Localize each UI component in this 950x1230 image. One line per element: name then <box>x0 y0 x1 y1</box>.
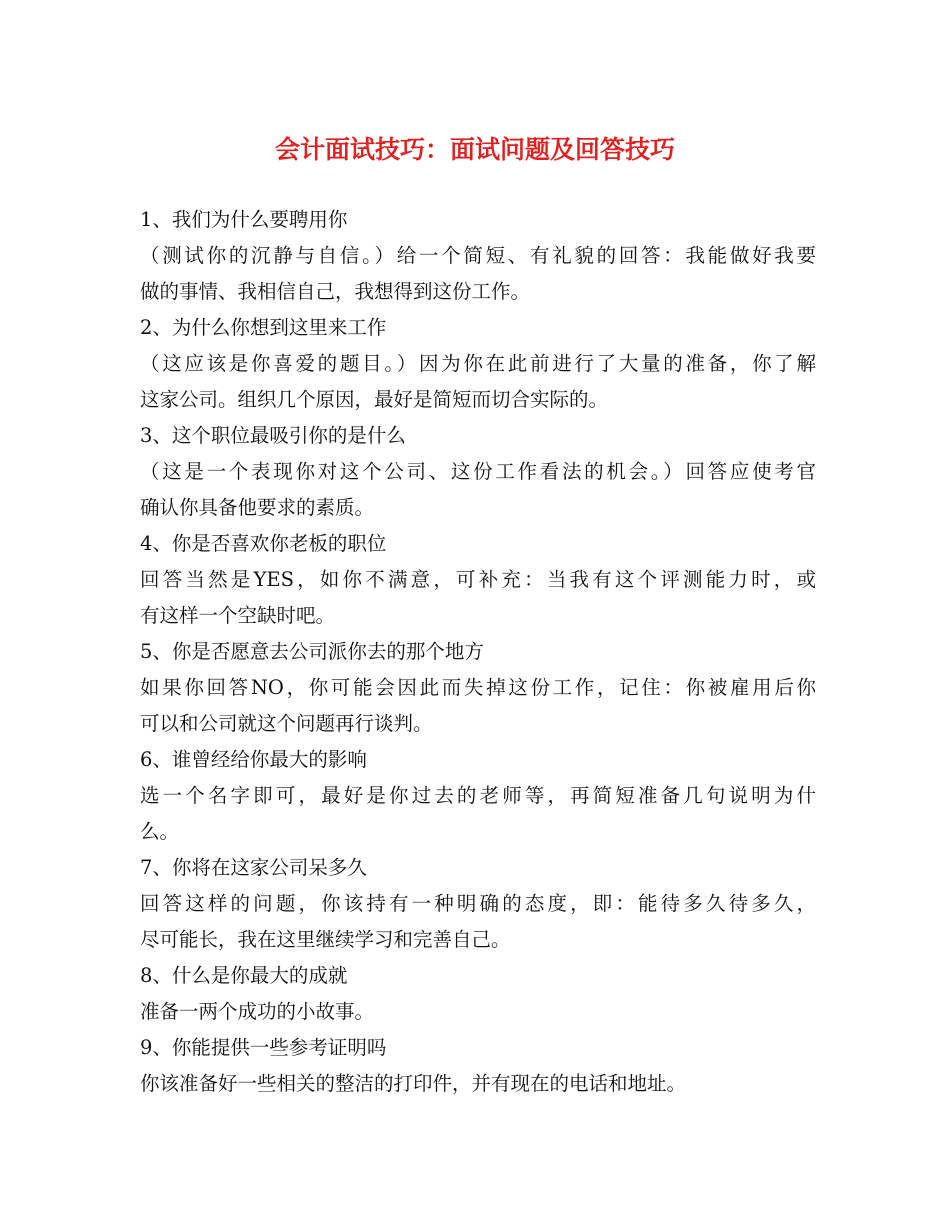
document-title: 会计面试技巧：面试问题及回答技巧 <box>274 135 675 164</box>
answer-line: 可以和公司就这个问题再行谈判。 <box>140 712 433 735</box>
answer-line: 选一个名字即可，最好是你过去的老师等，再简短准备几句说明为什 <box>140 784 816 807</box>
answer-line: 么。 <box>140 820 180 843</box>
question-line: 6、谁曾经给你最大的影响 <box>140 748 367 771</box>
answer-line: 确认你具备他要求的素质。 <box>140 496 375 519</box>
answer-line: 有这样一个空缺时吧。 <box>140 604 336 627</box>
answer-line: 如果你回答NO，你可能会因此而失掉这份工作，记住：你被雇用后你 <box>140 676 816 699</box>
answer-line: 这家公司。组织几个原因，最好是简短而切合实际的。 <box>140 388 609 411</box>
answer-line: 回答这样的问题，你该持有一种明确的态度，即：能待多久待多久， <box>140 892 816 915</box>
answer-line: 做的事情、我相信自己，我想得到这份工作。 <box>140 280 531 303</box>
answer-line: 准备一两个成功的小故事。 <box>140 1000 375 1023</box>
question-line: 4、你是否喜欢你老板的职位 <box>140 532 387 555</box>
answer-line: （这应该是你喜爱的题目。）因为你在此前进行了大量的准备，你了解 <box>140 352 816 375</box>
document-body <box>140 202 816 1102</box>
answer-line: （这是一个表现你对这个公司、这份工作看法的机会。）回答应使考官 <box>140 460 816 483</box>
question-line: 3、这个职位最吸引你的是什么 <box>140 424 406 447</box>
answer-line: （测试你的沉静与自信。）给一个简短、有礼貌的回答：我能做好我要 <box>140 244 816 267</box>
question-line: 1、我们为什么要聘用你 <box>140 208 348 231</box>
answer-line: 你该准备好一些相关的整洁的打印件，并有现在的电话和地址。 <box>140 1072 687 1095</box>
answer-line: 尽可能长，我在这里继续学习和完善自己。 <box>140 928 511 951</box>
answer-line: 回答当然是YES，如你不满意，可补充：当我有这个评测能力时，或 <box>140 568 816 591</box>
question-line: 5、你是否愿意去公司派你去的那个地方 <box>140 640 484 663</box>
question-line: 7、你将在这家公司呆多久 <box>140 856 367 879</box>
question-line: 8、什么是你最大的成就 <box>140 964 348 987</box>
question-line: 9、你能提供一些参考证明吗 <box>140 1036 387 1059</box>
question-line: 2、为什么你想到这里来工作 <box>140 316 387 339</box>
